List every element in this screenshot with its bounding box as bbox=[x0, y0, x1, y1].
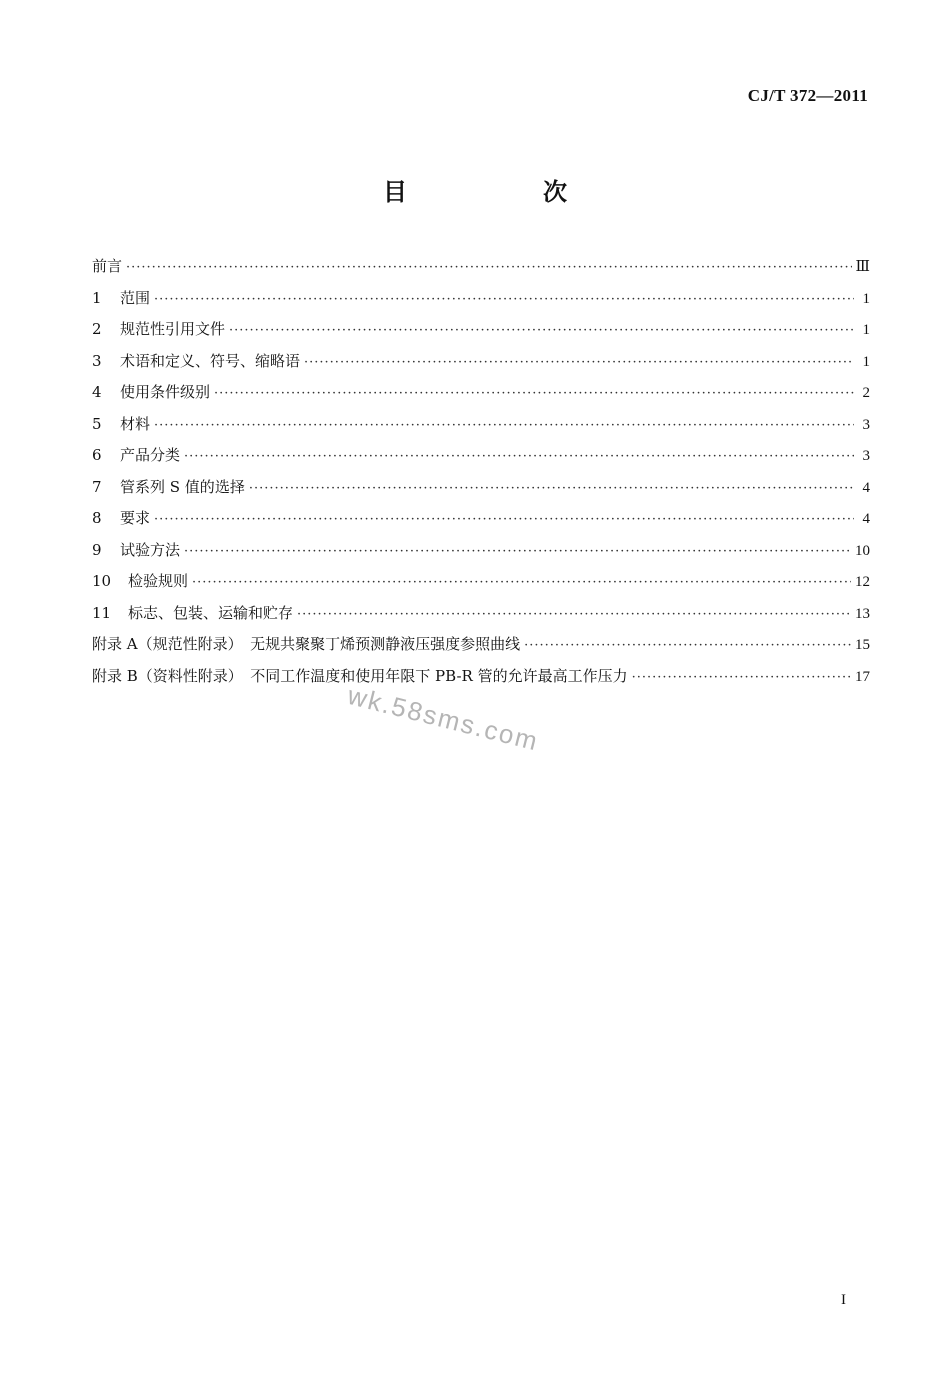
toc-entry-number: 9 bbox=[92, 540, 102, 559]
toc-entry-text: 产品分类 bbox=[120, 446, 181, 464]
toc-entry-page: 4 bbox=[862, 479, 870, 496]
toc-entry-8[interactable] bbox=[92, 507, 870, 539]
toc-entry-number: 4 bbox=[92, 383, 102, 401]
toc-entry-page: Ⅲ bbox=[855, 259, 870, 275]
toc-dot-leader bbox=[154, 292, 854, 307]
toc-entry-appendix-a[interactable] bbox=[92, 633, 870, 665]
toc-entry-page: 1 bbox=[862, 353, 870, 370]
toc-dot-leader bbox=[154, 512, 854, 527]
toc-entry-page: 2 bbox=[862, 385, 870, 401]
toc-entry-page: 17 bbox=[855, 668, 870, 685]
toc-entry-4[interactable] bbox=[92, 381, 870, 413]
toc-entry-appendix-b[interactable] bbox=[92, 665, 870, 697]
toc-dot-leader bbox=[214, 386, 854, 401]
toc-entry-page: 3 bbox=[862, 448, 870, 464]
toc-entry-number: 7 bbox=[92, 477, 102, 496]
toc-entry-number: 2 bbox=[92, 320, 102, 338]
page-title: 目 次 bbox=[383, 178, 623, 206]
toc-entry-text: 材料 bbox=[120, 414, 151, 433]
toc-entry-text: 范围 bbox=[120, 288, 151, 307]
toc-entry-text: 标志、包装、运输和贮存 bbox=[128, 603, 294, 622]
toc-dot-leader bbox=[154, 418, 854, 433]
toc-entry-number: 6 bbox=[92, 446, 102, 464]
toc-entry-11[interactable] bbox=[92, 602, 870, 634]
toc-entry-page: 3 bbox=[862, 416, 870, 433]
toc-entry-page: 13 bbox=[855, 605, 870, 622]
toc-entry-text: 试验方法 bbox=[120, 540, 181, 559]
toc-entry-label bbox=[92, 413, 150, 434]
toc-entry-label bbox=[92, 350, 300, 371]
toc-entry-3[interactable] bbox=[92, 350, 870, 382]
toc-entry-label bbox=[92, 381, 210, 402]
toc-entry-number: 5 bbox=[92, 414, 102, 433]
toc-dot-leader bbox=[229, 323, 854, 338]
toc-dot-leader bbox=[184, 449, 854, 464]
table-of-contents bbox=[92, 255, 870, 696]
toc-entry-label: 附录 B（资料性附录） 不同工作温度和使用年限下 PB-R 管的允许最高工作压力 bbox=[92, 666, 628, 685]
toc-entry-page: 1 bbox=[862, 322, 870, 338]
toc-dot-leader bbox=[126, 260, 852, 275]
toc-entry-foreword[interactable] bbox=[92, 255, 870, 287]
toc-entry-label bbox=[92, 476, 245, 497]
toc-entry-2[interactable] bbox=[92, 318, 870, 350]
toc-entry-10[interactable] bbox=[92, 570, 870, 602]
standard-code: CJ/T 372—2011 bbox=[747, 86, 868, 105]
toc-dot-leader bbox=[249, 481, 854, 496]
toc-entry-number: 3 bbox=[92, 351, 102, 370]
toc-dot-leader bbox=[304, 355, 854, 370]
toc-entry-text: 术语和定义、符号、缩略语 bbox=[120, 351, 301, 370]
toc-dot-leader bbox=[524, 638, 851, 653]
toc-dot-leader bbox=[184, 544, 851, 559]
toc-entry-7[interactable] bbox=[92, 476, 870, 508]
toc-entry-label: 前言 bbox=[92, 257, 123, 275]
toc-entry-6[interactable] bbox=[92, 444, 870, 476]
toc-entry-page: 1 bbox=[862, 290, 870, 307]
toc-entry-label bbox=[92, 507, 150, 528]
toc-entry-text: 使用条件级别 bbox=[120, 383, 211, 401]
toc-entry-label bbox=[92, 602, 293, 623]
toc-entry-page: 10 bbox=[855, 542, 870, 559]
toc-entry-page: 15 bbox=[855, 637, 870, 653]
watermark: wk.58sms.com bbox=[344, 680, 543, 757]
toc-entry-label bbox=[92, 318, 225, 339]
toc-dot-leader bbox=[192, 575, 851, 590]
page-number: I bbox=[841, 1292, 846, 1308]
toc-entry-label bbox=[92, 570, 188, 591]
toc-entry-label: 附录 A（规范性附录） 无规共聚聚丁烯预测静液压强度参照曲线 bbox=[92, 635, 521, 653]
toc-dot-leader bbox=[632, 670, 851, 685]
toc-entry-9[interactable] bbox=[92, 539, 870, 571]
toc-entry-text: 规范性引用文件 bbox=[120, 320, 226, 338]
toc-entry-page: 12 bbox=[855, 574, 870, 590]
toc-entry-number: 1 bbox=[92, 288, 102, 307]
toc-entry-1[interactable] bbox=[92, 287, 870, 319]
toc-entry-page: 4 bbox=[862, 511, 870, 527]
toc-entry-label bbox=[92, 444, 180, 465]
toc-entry-text: 检验规则 bbox=[128, 572, 189, 590]
toc-entry-5[interactable] bbox=[92, 413, 870, 445]
toc-entry-number: 10 bbox=[92, 572, 112, 590]
toc-entry-label bbox=[92, 539, 180, 560]
toc-entry-text: 管系列 S 值的选择 bbox=[120, 477, 245, 496]
toc-entry-label bbox=[92, 287, 150, 308]
toc-dot-leader bbox=[297, 607, 851, 622]
toc-entry-text: 要求 bbox=[120, 509, 151, 527]
toc-entry-number: 8 bbox=[92, 509, 102, 527]
toc-entry-number: 11 bbox=[92, 603, 112, 622]
